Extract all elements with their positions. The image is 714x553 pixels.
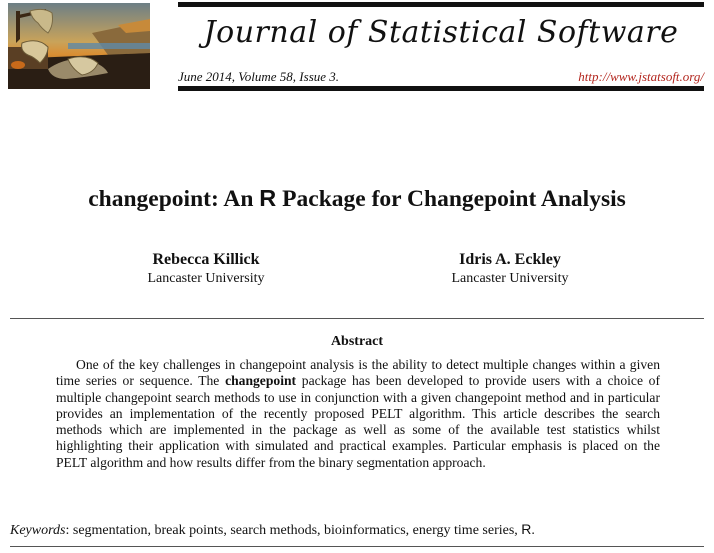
issue-line: June 2014, Volume 58, Issue 3. [178, 69, 340, 84]
paper-title-r: R [259, 185, 277, 211]
author-name: Rebecca Killick [152, 251, 260, 268]
keywords-last: R [521, 521, 532, 537]
paper-title-part1: changepoint: An [88, 186, 260, 212]
section-divider [10, 318, 704, 319]
author-affiliation: Lancaster University [451, 271, 569, 286]
paper-title [0, 185, 714, 213]
author-block [106, 250, 306, 288]
author-affiliation: Lancaster University [147, 271, 265, 286]
author-name: Idris A. Eckley [459, 251, 561, 268]
keywords-label: Keywords [10, 523, 66, 538]
keywords-list: : segmentation, break points, search methods, bioinformatics, energy time series, [65, 523, 522, 538]
header-rule-bottom [178, 86, 704, 91]
header-rule-top [178, 2, 704, 7]
abstract-text-1: One of the key challenges in changepoint analysis is the ability to detect multiple changes within a given time series or sequence. The [56, 357, 660, 389]
keywords-line [10, 521, 535, 539]
melting-clocks-painting-logo [8, 3, 150, 89]
journal-title: Journal of Statistical Software [203, 15, 679, 50]
abstract-package-name: changepoint [225, 373, 297, 389]
keywords-end: . [531, 523, 535, 538]
paper-title-part2: Package for Changepoint Analysis [276, 186, 626, 212]
author-block [410, 250, 610, 288]
journal-url-link[interactable]: http://www.jstatsoft.org/ [578, 69, 704, 84]
section-divider [10, 546, 704, 547]
journal-logo [8, 3, 150, 89]
abstract-heading: Abstract [330, 334, 384, 349]
abstract-text-2: package has been developed to provide users with a choice of multiple changepoint search methods to use in conjunction with a given changepoint method and in particular provides an implementation of the recently proposed PELT algorithm. This article describes the search methods which are implemented in the package as well as some of the available test statistics whilst highlighting their application with simulated and practical examples. Particular emphasis is placed on the PELT algorithm and how results differ from the binary segmentation approach. [56, 373, 661, 470]
abstract-body [56, 357, 660, 471]
